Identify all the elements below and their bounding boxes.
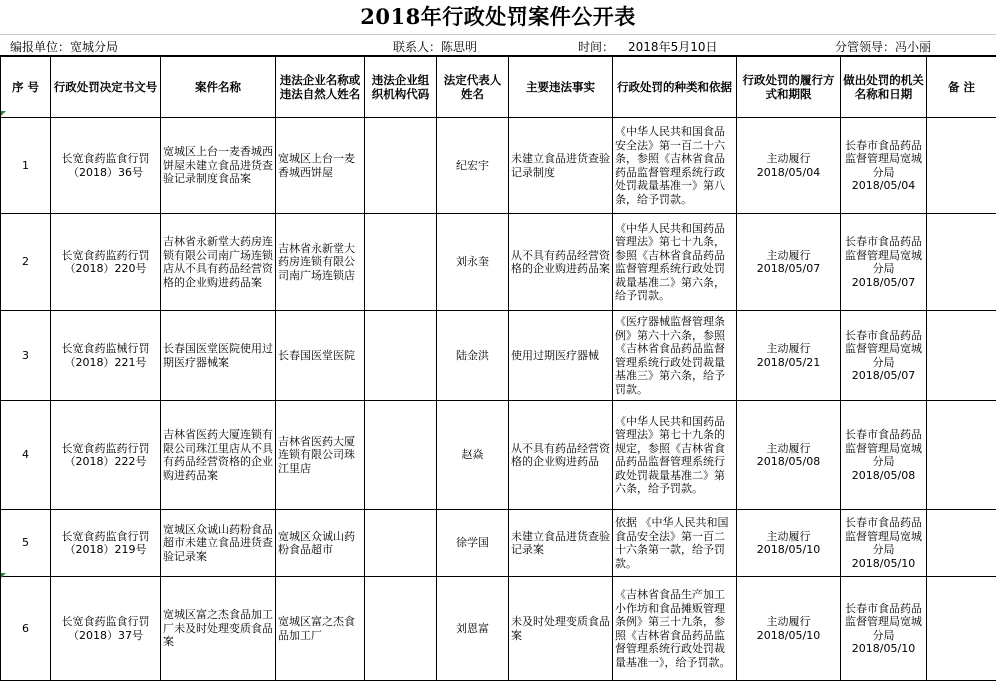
cell-party-name[interactable]: 长春国医堂医院 [276, 311, 365, 401]
cell-authority-date[interactable] [841, 577, 927, 681]
authority-name: 长春市食品药品监督管理局宽城分局 [843, 428, 924, 469]
cell-penalty-basis[interactable]: 《中华人民共和国药品管理法》第七十九条的规定，参照《吉林省食品药品监督管理系统行政处罚裁量基准二》第六条，给予罚款。 [613, 401, 737, 510]
time-label-b: 间： [590, 40, 614, 54]
cell-doc-number[interactable]: 长宽食药监械行罚（2018）221号 [51, 311, 161, 401]
col-header-execution[interactable]: 行政处罚的履行方式和期限 [737, 57, 841, 118]
cell-party-name[interactable]: 宽城区众诚山药粉食品超市 [276, 510, 365, 577]
execution-date: 2018/05/21 [739, 356, 838, 370]
execution-method: 主动履行 [739, 615, 838, 629]
cell-legal-rep[interactable]: 刘永奎 [437, 214, 509, 311]
cell-remarks[interactable] [927, 510, 996, 577]
cell-main-facts[interactable]: 未建立食品进货查验记录案 [509, 510, 613, 577]
cell-execution[interactable] [737, 401, 841, 510]
leader-name: 冯小丽 [895, 40, 931, 54]
cell-remarks[interactable] [927, 214, 996, 311]
header-row [1, 57, 996, 118]
cell-org-code[interactable] [365, 214, 437, 311]
cell-main-facts[interactable]: 未建立食品进货查验记录制度 [509, 118, 613, 214]
cell-case-name[interactable]: 吉林省永新堂大药房连锁有限公司南广场连锁店从不具有药品经营资格的企业购进药品案 [161, 214, 276, 311]
cell-remarks[interactable] [927, 118, 996, 214]
cell-authority-date[interactable] [841, 510, 927, 577]
execution-date: 2018/05/10 [739, 543, 838, 557]
cell-party-name[interactable]: 宽城区上台一麦香城西饼屋 [276, 118, 365, 214]
report-meta-row [0, 35, 996, 56]
cell-legal-rep[interactable]: 陆金洪 [437, 311, 509, 401]
execution-method: 主动履行 [739, 249, 838, 263]
cell-authority-date[interactable] [841, 118, 927, 214]
authority-date: 2018/05/07 [843, 369, 924, 383]
cell-doc-number[interactable]: 长宽食药监食行罚（2018）37号 [51, 577, 161, 681]
cell-org-code[interactable] [365, 118, 437, 214]
execution-date: 2018/05/10 [739, 629, 838, 643]
authority-name: 长春市食品药品监督管理局宽城分局 [843, 516, 924, 557]
cell-main-facts[interactable]: 未及时处理变质食品案 [509, 577, 613, 681]
report-time [578, 38, 717, 55]
comment-marker-icon [1, 111, 6, 116]
comment-marker-icon [1, 573, 6, 578]
time-value: 2018年5月10日 [628, 40, 717, 54]
col-header-authority-date[interactable]: 做出处罚的机关名称和日期 [841, 57, 927, 118]
col-header-org-code[interactable]: 违法企业组织机构代码 [365, 57, 437, 118]
cell-remarks[interactable] [927, 577, 996, 681]
col-header-penalty-basis[interactable]: 行政处罚的种类和依据 [613, 57, 737, 118]
cell-org-code[interactable] [365, 401, 437, 510]
table-row [1, 510, 996, 577]
cell-no[interactable]: 2 [1, 214, 51, 311]
authority-name: 长春市食品药品监督管理局宽城分局 [843, 139, 924, 180]
cell-legal-rep[interactable]: 徐学国 [437, 510, 509, 577]
col-header-party-name[interactable]: 违法企业名称或违法自然人姓名 [276, 57, 365, 118]
cell-org-code[interactable] [365, 577, 437, 681]
cell-main-facts[interactable]: 从不具有药品经营资格的企业购进药品案 [509, 214, 613, 311]
authority-name: 长春市食品药品监督管理局宽城分局 [843, 235, 924, 276]
authority-date: 2018/05/10 [843, 557, 924, 571]
cell-legal-rep[interactable]: 赵焱 [437, 401, 509, 510]
authority-date: 2018/05/04 [843, 179, 924, 193]
page-title: 2018年行政处罚案件公开表 [0, 0, 996, 35]
cell-case-name[interactable]: 长春国医堂医院使用过期医疗器械案 [161, 311, 276, 401]
execution-date: 2018/05/08 [739, 455, 838, 469]
execution-date: 2018/05/04 [739, 166, 838, 180]
col-header-remarks[interactable]: 备 注 [927, 57, 996, 118]
contact-person [393, 38, 477, 55]
execution-method: 主动履行 [739, 442, 838, 456]
execution-method: 主动履行 [739, 152, 838, 166]
leader-label: 分管领导： [835, 40, 895, 54]
table-row [1, 214, 996, 311]
cell-no[interactable]: 3 [1, 311, 51, 401]
authority-date: 2018/05/10 [843, 642, 924, 656]
cell-remarks[interactable] [927, 311, 996, 401]
cell-org-code[interactable] [365, 311, 437, 401]
cell-penalty-basis[interactable]: 《中华人民共和国食品安全法》第一百二十六条，参照《吉林省食品药品监督管理系统行政处罚裁量基准一》第八条，给予罚款。 [613, 118, 737, 214]
supervising-leader [835, 38, 931, 55]
cell-no[interactable]: 5 [1, 510, 51, 577]
cell-authority-date[interactable] [841, 214, 927, 311]
cell-doc-number[interactable]: 长宽食药监食行罚（2018）219号 [51, 510, 161, 577]
cell-case-name[interactable]: 吉林省医药大厦连锁有限公司珠江里店从不具有药品经营资格的企业购进药品案 [161, 401, 276, 510]
cell-doc-number[interactable]: 长宽食药监食行罚（2018）36号 [51, 118, 161, 214]
cell-execution[interactable] [737, 214, 841, 311]
cell-authority-date[interactable] [841, 401, 927, 510]
reporting-unit: 编报单位：宽城分局 [10, 38, 118, 55]
cell-legal-rep[interactable]: 刘恩富 [437, 577, 509, 681]
cell-execution[interactable] [737, 311, 841, 401]
cell-execution[interactable] [737, 577, 841, 681]
table-row [1, 401, 996, 510]
cell-party-name[interactable]: 宽城区富之杰食品加工厂 [276, 577, 365, 681]
col-header-doc-number[interactable]: 行政处罚决定书文号 [51, 57, 161, 118]
cell-main-facts[interactable]: 从不具有药品经营资格的企业购进药品 [509, 401, 613, 510]
cell-case-name[interactable]: 宽城区上台一麦香城西饼屋未建立食品进货查验记录制度食品案 [161, 118, 276, 214]
cell-no[interactable]: 4 [1, 401, 51, 510]
contact-name: 陈思明 [441, 40, 477, 54]
cell-party-name[interactable]: 吉林省永新堂大药房连锁有限公司南广场连锁店 [276, 214, 365, 311]
cell-doc-number[interactable]: 长宽食药监药行罚（2018）220号 [51, 214, 161, 311]
cell-no[interactable]: 6 [1, 577, 51, 681]
cell-execution[interactable] [737, 510, 841, 577]
cell-penalty-basis[interactable]: 《医疗器械监督管理条例》第六十六条，参照《吉林省食品药品监督管理系统行政处罚裁量基准三》第六条，给予罚款。 [613, 311, 737, 401]
penalty-cases-table [0, 56, 996, 681]
time-label-a: 时 [578, 40, 590, 54]
col-header-main-facts[interactable]: 主要违法事实 [509, 57, 613, 118]
cell-case-name[interactable]: 宽城区富之杰食品加工厂未及时处理变质食品案 [161, 577, 276, 681]
cell-penalty-basis[interactable]: 《中华人民共和国药品管理法》第七十九条，参照《吉林省食品药品监督管理系统行政处罚裁量基准二》第六条，给予罚款。 [613, 214, 737, 311]
execution-date: 2018/05/07 [739, 262, 838, 276]
contact-label: 联系人： [393, 40, 441, 54]
authority-name: 长春市食品药品监督管理局宽城分局 [843, 602, 924, 643]
cell-penalty-basis[interactable]: 《吉林省食品生产加工小作坊和食品摊贩管理条例》第三十九条，参照《吉林省食品药品监督管理系统行政处罚裁量基准一》，给予罚款。 [613, 577, 737, 681]
cell-org-code[interactable] [365, 510, 437, 577]
table-row [1, 311, 996, 401]
cell-party-name[interactable]: 吉林省医药大厦连锁有限公司珠江里店 [276, 401, 365, 510]
col-header-legal-rep[interactable]: 法定代表人姓名 [437, 57, 509, 118]
col-header-no[interactable]: 序 号 [1, 57, 51, 118]
cell-penalty-basis[interactable]: 依据 《中华人民共和国食品安全法》第一百二十六条第一款，给予罚款。 [613, 510, 737, 577]
execution-method: 主动履行 [739, 342, 838, 356]
table-row [1, 118, 996, 214]
authority-name: 长春市食品药品监督管理局宽城分局 [843, 329, 924, 370]
cell-remarks[interactable] [927, 401, 996, 510]
cell-doc-number[interactable]: 长宽食药监药行罚（2018）222号 [51, 401, 161, 510]
cell-execution[interactable] [737, 118, 841, 214]
cell-no[interactable]: 1 [1, 118, 51, 214]
authority-date: 2018/05/08 [843, 469, 924, 483]
execution-method: 主动履行 [739, 530, 838, 544]
cell-case-name[interactable]: 宽城区众诚山药粉食品超市未建立食品进货查验记录案 [161, 510, 276, 577]
table-row [1, 577, 996, 681]
authority-date: 2018/05/07 [843, 276, 924, 290]
cell-main-facts[interactable]: 使用过期医疗器械 [509, 311, 613, 401]
col-header-case-name[interactable]: 案件名称 [161, 57, 276, 118]
cell-authority-date[interactable] [841, 311, 927, 401]
cell-legal-rep[interactable]: 纪宏宇 [437, 118, 509, 214]
